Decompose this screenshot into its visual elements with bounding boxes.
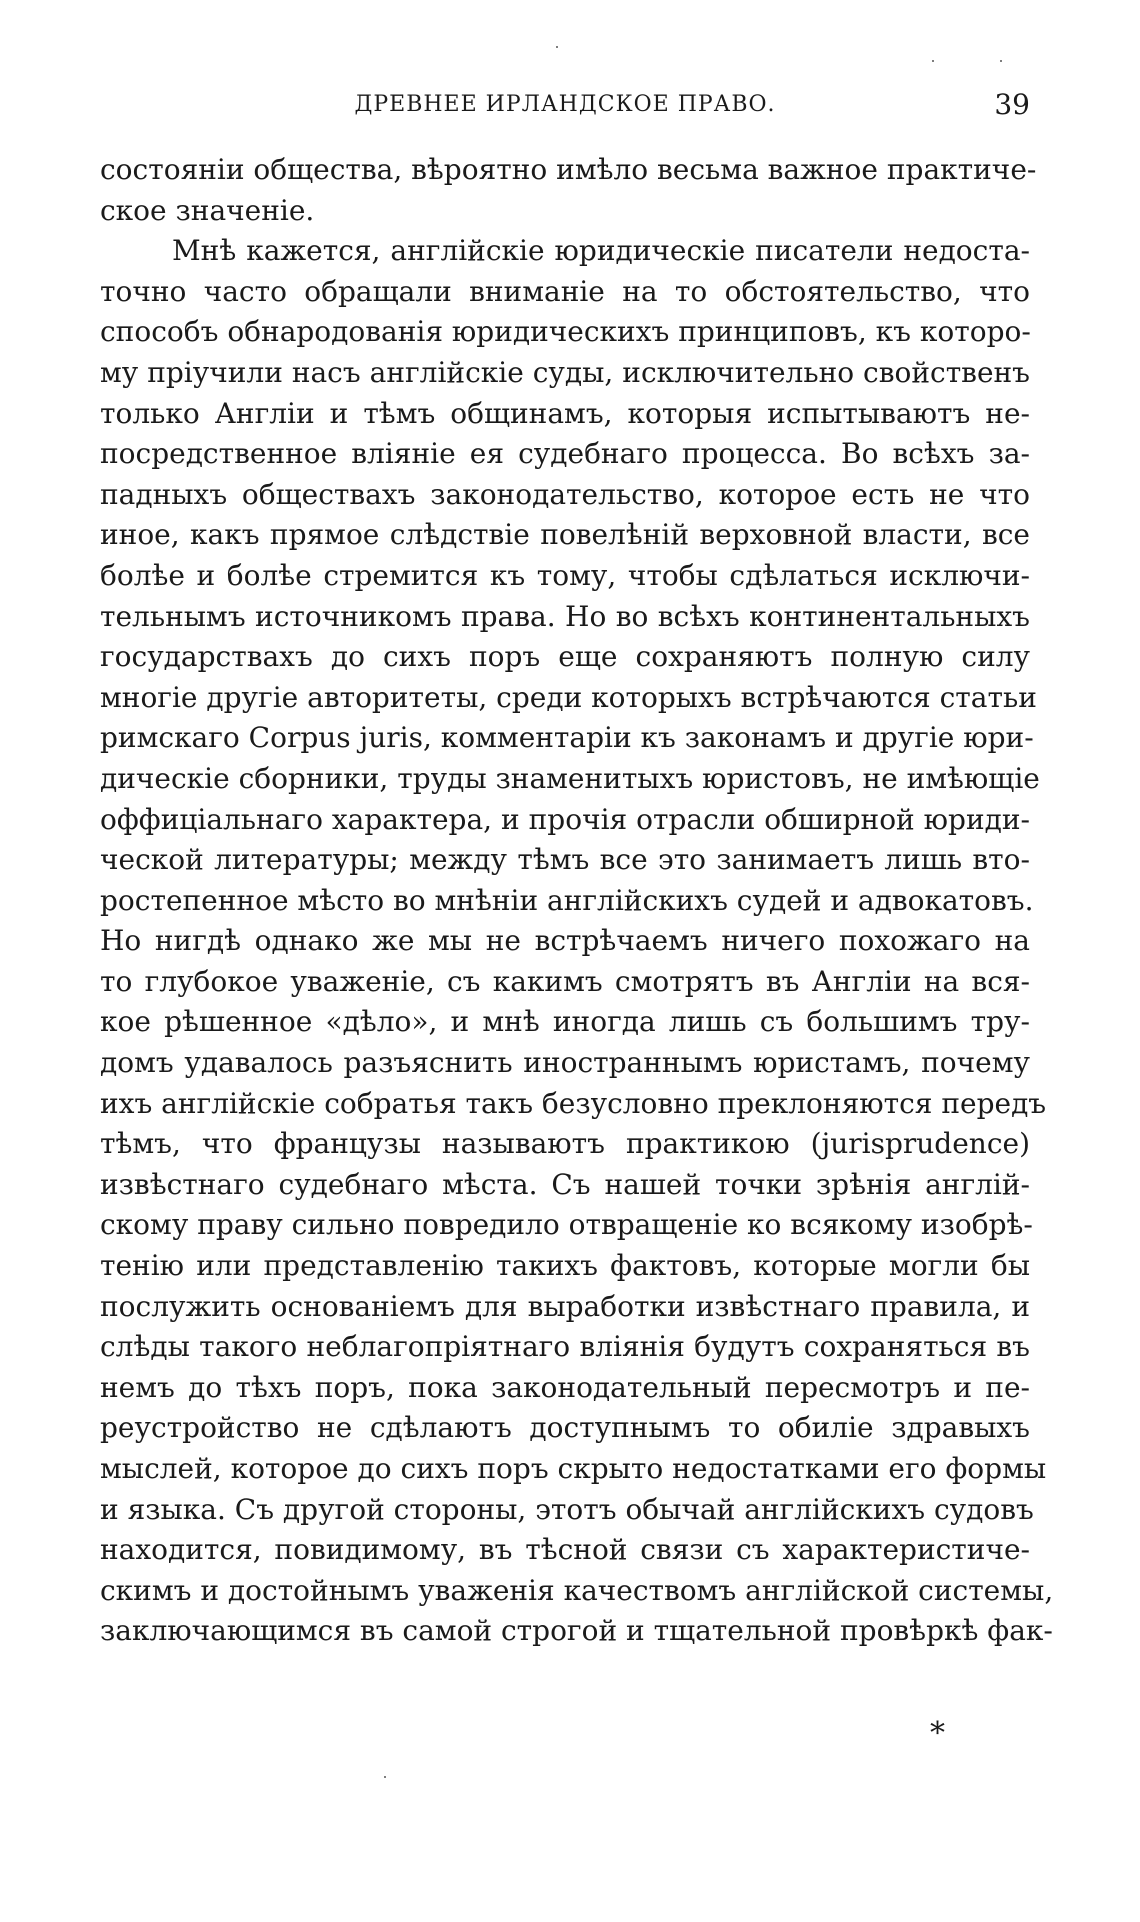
text-line: заключающимся въ самой строгой и тщательной провѣркѣ фак- — [100, 1614, 1053, 1648]
text-line: тѣмъ, что французы называютъ практикою (jurisprudence) — [100, 1127, 1030, 1161]
text-line: точно часто обращали вниманіе на то обстоятельство, что — [100, 274, 1030, 308]
text-line: тельнымъ источникомъ права. Но во всѣхъ континентальныхъ — [100, 599, 1030, 633]
text-line: реустройство не сдѣлаютъ доступнымъ то обиліе здравыхъ — [100, 1411, 1030, 1445]
text-line: посредственное вліяніе ея судебнаго процесса. Во всѣхъ за- — [100, 437, 1030, 471]
text-line: ческой литературы; между тѣмъ все это занимаетъ лишь вто- — [100, 843, 1030, 877]
text-line: то глубокое уваженіе, съ какимъ смотрятъ въ Англіи на вся- — [100, 964, 1030, 998]
running-title: ДРЕВНЕЕ ИРЛАНДСКОЕ ПРАВО. — [354, 92, 776, 117]
text-line: слѣды такого неблагопріятнаго вліянія будутъ сохраняться въ — [100, 1330, 1030, 1364]
text-line: домъ удавалось разъяснить иностраннымъ юристамъ, почему — [100, 1046, 1030, 1080]
text-line: и языка. Съ другой стороны, этотъ обычай англійскихъ судовъ — [100, 1492, 1034, 1526]
text-line: Но нигдѣ однако же мы не встрѣчаемъ ничего похожаго на — [100, 924, 1030, 958]
text-line: послужить основаніемъ для выработки извѣстнаго правила, и — [100, 1289, 1030, 1323]
text-line: мыслей, которое до сихъ поръ скрыто недостатками его формы — [100, 1452, 1047, 1485]
print-speck — [1000, 60, 1002, 62]
text-line: скому праву сильно повредило отвращеніе ко всякому изобрѣ- — [100, 1208, 1033, 1242]
text-line: римскаго Corpus juris, комментаріи къ законамъ и другіе юри- — [100, 721, 1034, 755]
print-speck — [932, 60, 934, 62]
text-line: иное, какъ прямое слѣдствіе повелѣній верховной власти, все — [100, 518, 1030, 552]
text-line: ростепенное мѣсто во мнѣніи англійскихъ судей и адвокатовъ. — [100, 883, 1034, 917]
text-line: му пріучили насъ англійскіе суды, исключительно свойственъ — [100, 355, 1030, 389]
text-line: Мнѣ кажется, англійскіе юридическіе писатели недоста- — [172, 234, 1030, 268]
text-line: находится, повидимому, въ тѣсной связи съ характеристиче- — [100, 1533, 1030, 1567]
text-line: состояніи общества, вѣроятно имѣло весьма важное практиче- — [100, 153, 1037, 186]
text-line: государствахъ до сихъ поръ еще сохраняютъ полную силу — [100, 640, 1030, 674]
text-line: болѣе и болѣе стремится къ тому, чтобы сдѣлаться исключи- — [100, 558, 1030, 592]
text-line: падныхъ обществахъ законодательство, которое есть не что — [100, 477, 1030, 511]
text-line: кое рѣшенное «дѣло», и мнѣ иногда лишь съ большимъ тру- — [100, 1005, 1030, 1039]
text-line: скимъ и достойнымъ уваженія качествомъ англійской системы, — [100, 1573, 1054, 1607]
signature-mark: * — [930, 1716, 945, 1751]
text-line: дическіе сборники, труды знаменитыхъ юристовъ, не имѣющіе — [100, 761, 1040, 795]
page-header — [100, 88, 1030, 128]
text-line: только Англіи и тѣмъ общинамъ, которыя испытываютъ не- — [100, 396, 1030, 430]
text-line: извѣстнаго судебнаго мѣста. Съ нашей точки зрѣнія англій- — [100, 1167, 1030, 1201]
body-text — [100, 150, 1054, 1652]
print-speck — [556, 46, 558, 48]
text-line: оффиціальнаго характера, и прочія отрасли обширной юриди- — [100, 802, 1030, 836]
text-line: многіе другіе авторитеты, среди которыхъ встрѣчаются статьи — [100, 680, 1037, 714]
text-line: немъ до тѣхъ поръ, пока законодательный пересмотръ и пе- — [100, 1370, 1030, 1404]
text-line: ское значеніе. — [100, 193, 315, 227]
text-line: способъ обнародованія юридическихъ принциповъ, къ которо- — [100, 315, 1031, 349]
print-speck — [384, 1776, 386, 1778]
text-line: ихъ англійскіе собратья такъ безусловно преклоняются передъ — [100, 1086, 1047, 1120]
page-number: 39 — [994, 88, 1030, 121]
text-line: тенію или представленію такихъ фактовъ, которые могли бы — [100, 1249, 1030, 1283]
